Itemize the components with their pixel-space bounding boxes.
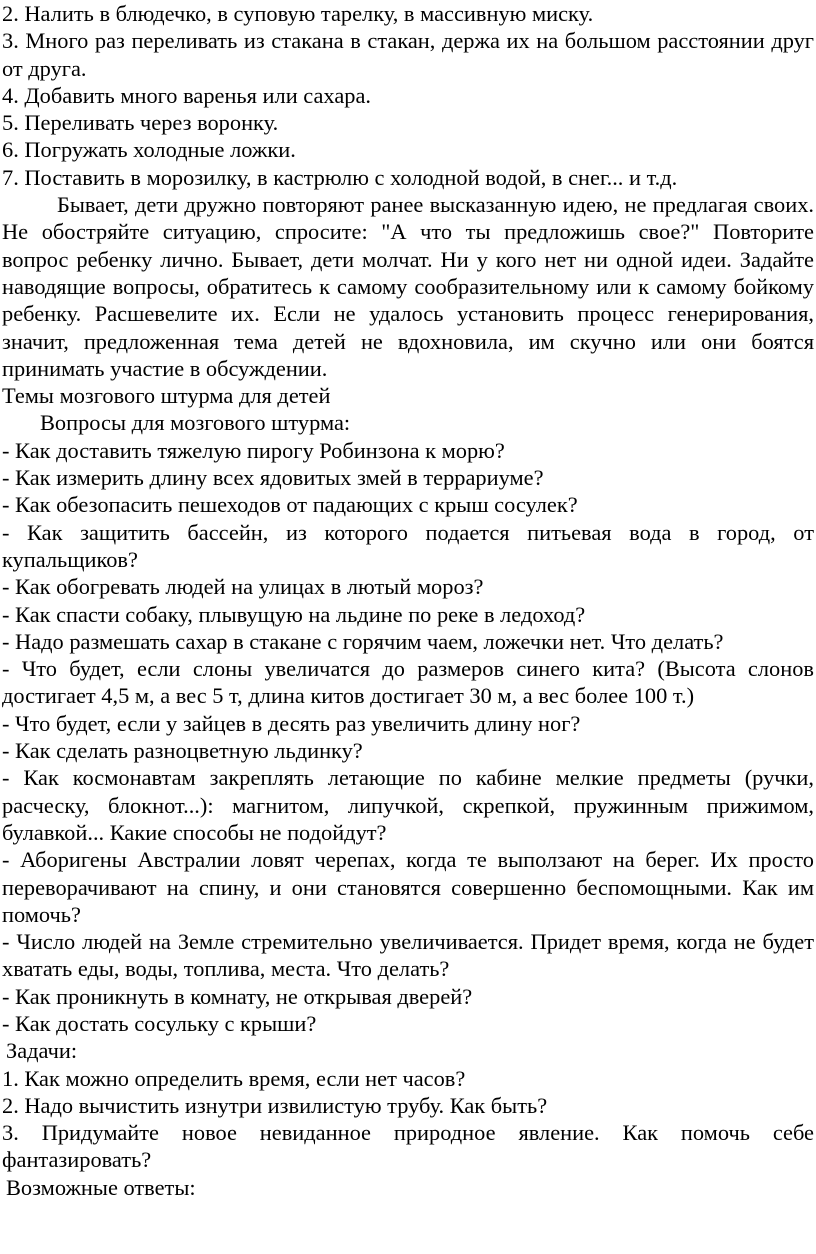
advice-paragraph: Бывает, дети дружно повторяют ранее высказанную идею, не предлагая своих. Не обостряйте ситуацию, спросите: "А что ты предложишь свое?" Повторите вопрос ребенку лично. Бывает, дети молчат. Ни у кого нет ни одной идеи. Задайте наводящие вопросы, обратитесь к самому сообразительному или к самому бойкому ребенку. Расшевелите их. Если не удалось установить процесс генерирования, значит, предложенная тема детей не вдохновила, им скучно или они боятся принимать участие в обсуждении. xyxy=(2,192,814,381)
questions-heading: Вопросы для мозгового штурма: xyxy=(40,410,351,436)
task-item: 3. Придумайте новое невиданное природное явление. Как помочь себе фантазировать? xyxy=(2,1120,814,1173)
answers-heading: Возможные ответы: xyxy=(6,1174,196,1200)
question-item: - Число людей на Земле стремительно увеличивается. Придет время, когда не будет хватать еды, воды, топлива, места. Что делать? xyxy=(2,929,814,982)
question-item: - Как обезопасить пешеходов от падающих с крыш сосулек? xyxy=(2,492,578,518)
question-item: - Как космонавтам закреплять летающие по кабине мелкие предметы (ручки, расческу, блокнот...): магнитом, липучкой, скрепкой, пружинным прижимом, булавкой... Какие способы не подойдут? xyxy=(2,765,814,845)
list-item: 5. Переливать через воронку. xyxy=(2,110,279,136)
list-item: 3. Много раз переливать из стакана в стакан, держа их на большом расстоянии друг от друга. xyxy=(2,28,814,81)
question-item: - Как обогревать людей на улицах в лютый мороз? xyxy=(2,574,484,600)
list-item: 7. Поставить в морозилку, в кастрюлю с холодной водой, в снег... и т.д. xyxy=(2,164,678,190)
question-item: - Надо размешать сахар в стакане с горячим чаем, ложечки нет. Что делать? xyxy=(2,628,724,654)
question-item: - Как проникнуть в комнату, не открывая дверей? xyxy=(2,983,473,1009)
topics-heading: Темы мозгового штурма для детей xyxy=(2,383,331,409)
tasks-heading: Задачи: xyxy=(6,1038,78,1064)
question-item: - Как спасти собаку, плывущую на льдине по реке в ледоход? xyxy=(2,601,586,627)
question-item: - Что будет, если у зайцев в десять раз увеличить длину ног? xyxy=(2,710,581,736)
list-item: 2. Налить в блюдечко, в суповую тарелку, в массивную миску. xyxy=(2,1,594,26)
question-item: - Как защитить бассейн, из которого подается питьевая вода в город, от купальщиков? xyxy=(2,519,814,572)
list-item: 4. Добавить много варенья или сахара. xyxy=(2,82,371,108)
task-item: 1. Как можно определить время, если нет часов? xyxy=(2,1065,466,1091)
question-item: - Как измерить длину всех ядовитых змей в террариуме? xyxy=(2,465,544,491)
task-item: 2. Надо вычистить изнутри извилистую трубу. Как быть? xyxy=(2,1092,548,1118)
list-item: 6. Погружать холодные ложки. xyxy=(2,137,296,163)
question-item: - Как доставить тяжелую пирогу Робинзона к морю? xyxy=(2,437,505,463)
question-item: - Аборигены Австралии ловят черепах, когда те выползают на берег. Их просто переворачивают на спину, и они становятся совершенно беспомощными. Как им помочь? xyxy=(2,847,814,927)
question-item: - Как достать сосульку с крыши? xyxy=(2,1010,317,1036)
document-page xyxy=(2,0,814,1201)
question-item: - Как сделать разноцветную льдинку? xyxy=(2,738,363,764)
question-item: - Что будет, если слоны увеличатся до размеров синего кита? (Высота слонов достигает 4,5 м, а вес 5 т, длина китов достигает 30 м, а вес более 100 т.) xyxy=(2,656,814,709)
